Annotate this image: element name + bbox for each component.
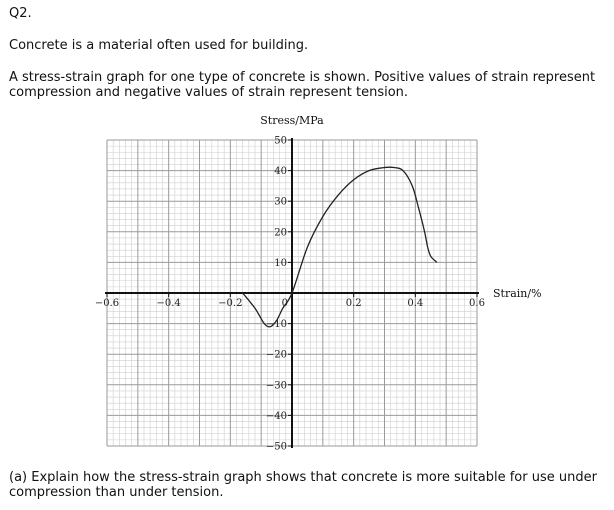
y-tick-label: 10: [274, 257, 287, 269]
y-tick-label: −20: [265, 349, 287, 361]
y-tick-label: −30: [265, 380, 287, 392]
y-tick-label: −40: [265, 410, 287, 422]
y-tick-label: −10: [265, 319, 287, 331]
y-tick-label: 30: [274, 196, 287, 208]
question-description: A stress-strain graph for one type of concrete is shown. Positive values of strain represent compression and negative values of strain represent tension.: [9, 70, 596, 100]
x-tick-label: 0: [281, 298, 288, 309]
question-part-a: (a) Explain how the stress-strain graph shows that concrete is more suitable for use under compression than under tension.: [9, 470, 597, 500]
x-tick-label: −0.6: [94, 298, 120, 309]
y-tick-label: −50: [265, 441, 287, 453]
y-axis-label: Stress/MPa: [260, 114, 324, 127]
question-intro: Concrete is a material often used for building.: [9, 38, 309, 53]
x-tick-label: 0.4: [407, 298, 424, 309]
x-tick-label: 0.2: [345, 298, 362, 309]
x-tick-label: −0.4: [156, 298, 181, 309]
x-tick-label: 0.6: [469, 298, 485, 309]
question-number: Q2.: [9, 6, 32, 21]
y-tick-label: 20: [274, 227, 287, 239]
y-tick-label: 50: [274, 135, 287, 147]
x-tick-label: −0.2: [218, 298, 243, 309]
y-tick-label: 40: [274, 166, 287, 178]
x-axis-label: Strain/%: [493, 287, 542, 300]
